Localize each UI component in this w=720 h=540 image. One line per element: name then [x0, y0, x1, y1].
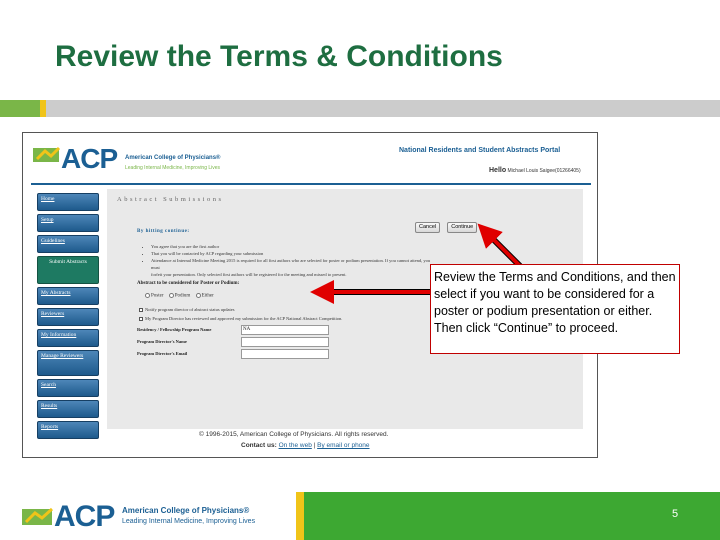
director-name-label: Program Director's Name	[137, 339, 187, 344]
program-name-label: Residency / Fellowship Program Name	[137, 327, 212, 332]
web-contact-link[interactable]: On the web	[278, 442, 312, 449]
program-name-input[interactable]: NA	[241, 325, 329, 335]
terms-item: forfeit your presentation. Only selected first authors will be registered for the meeting and missed to present.	[151, 272, 347, 277]
cancel-button[interactable]: Cancel	[415, 222, 440, 233]
sidebar-item-reviewers[interactable]: Reviewers	[37, 308, 99, 326]
notify-director-label: Notify program director of abstract status updates	[145, 307, 235, 312]
sidebar-item-my-information[interactable]: My Information	[37, 329, 99, 347]
contact-separator: |	[313, 442, 316, 449]
terms-header: By hitting continue:	[137, 229, 190, 234]
sidebar-item-results[interactable]: Results	[37, 400, 99, 418]
consider-label: Abstract to be considered for Poster or Podium:	[137, 281, 240, 286]
footer-band-yellow	[296, 492, 304, 540]
terms-item: • You agree that you are the first author	[151, 243, 431, 250]
instruction-callout: Review the Terms and Conditions, and then select if you want to be considered for a poster or podium presentation or either. Then click “Continue” to proceed.	[430, 264, 680, 354]
terms-item: • Attendance at Internal Medicine Meeting 2015 is required for all first authors who are selected for poster or podium presentation. If you cannot attend, you must	[151, 257, 431, 271]
email-contact-link[interactable]: By email or phone	[317, 442, 370, 449]
section-header: Abstract Submissions	[117, 196, 224, 203]
portal-logo-tagline: Leading Internal Medicine, Improving Lives	[125, 165, 221, 171]
poster-radio-label: Poster	[151, 293, 164, 299]
footer-logo-tagline: Leading Internal Medicine, Improving Lives	[122, 518, 256, 525]
sidebar-item-manage-reviewers[interactable]: Manage Reviewers	[37, 350, 99, 376]
sidebar-item-home[interactable]: Home	[37, 193, 99, 211]
page-number: 5	[672, 508, 679, 520]
director-email-label: Program Director's Email	[137, 351, 188, 356]
slide-title: Review the Terms & Conditions	[55, 40, 503, 73]
contact-label: Contact us:	[241, 442, 277, 449]
footer-logo-acp: ACP	[54, 500, 115, 533]
director-approved-label: My Program Director has reviewed and approved my submission for the ACP National Abstract Competition.	[145, 316, 343, 321]
podium-radio-label: Podium	[174, 293, 191, 299]
terms-item: • That you will be contacted by ACP regarding your submission	[151, 250, 431, 257]
sidebar-item-setup[interactable]: Setup	[37, 214, 99, 232]
portal-logo-acp: ACP	[61, 143, 118, 174]
sidebar-item-submit-abstracts[interactable]: Submit Abstracts	[37, 256, 99, 284]
continue-button[interactable]: Continue	[447, 222, 477, 233]
hello-user-name: Michael Louis Saigee(01266405)	[507, 168, 581, 174]
footer-logo-org: American College of Physicians®	[122, 506, 250, 515]
hello-label: Hello	[489, 167, 507, 174]
sidebar-item-reports[interactable]: Reports	[37, 421, 99, 439]
acp-footer-logo-icon	[22, 506, 56, 528]
sidebar-item-my-abstracts[interactable]: My Abstracts	[37, 287, 99, 305]
either-radio-label: Either	[201, 293, 214, 299]
copyright-text: © 1996-2015, American College of Physicians. All rights reserved.	[199, 431, 389, 438]
portal-title: National Residents and Student Abstracts Portal	[399, 147, 561, 154]
portal-logo-org: American College of Physicians®	[125, 155, 221, 161]
sidebar-item-guidelines[interactable]: Guidelines	[37, 235, 99, 253]
footer-band-green	[304, 492, 720, 540]
sidebar-item-search[interactable]: Search	[37, 379, 99, 397]
